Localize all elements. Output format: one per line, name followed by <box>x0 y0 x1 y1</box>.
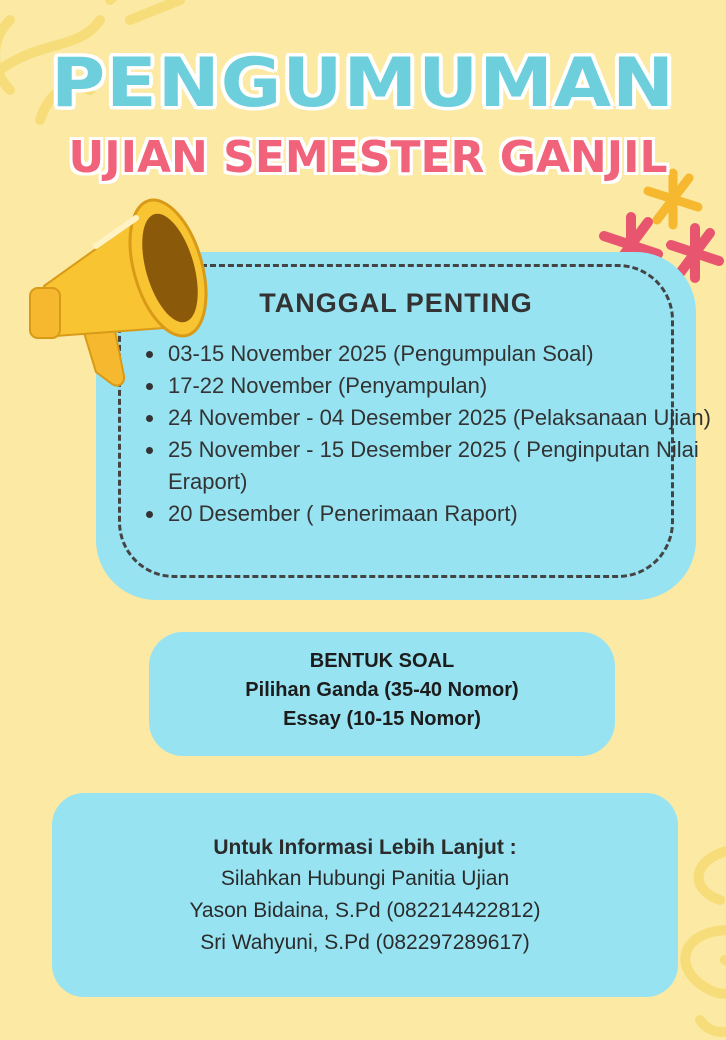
contact-card <box>52 793 678 997</box>
megaphone-icon <box>26 186 216 396</box>
important-dates-list <box>136 338 726 530</box>
title-announcement: PENGUMUMAN <box>50 43 676 123</box>
question-format-heading: BENTUK SOAL <box>309 650 455 672</box>
title-exam: UJIAN SEMESTER GANJIL <box>68 132 668 183</box>
contact-line: Yason Bidaina, S.Pd (082214422812) <box>189 899 541 922</box>
list-item: • 24 November - 04 Desember 2025 (Pelaksanaan Ujian) <box>166 402 726 434</box>
question-format-line: Pilihan Ganda (35-40 Nomor) <box>245 679 519 701</box>
contact-line: Sri Wahyuni, S.Pd (082297289617) <box>200 931 530 954</box>
list-item: • 03-15 November 2025 (Pengumpulan Soal) <box>166 338 726 370</box>
important-dates-heading: TANGGAL PENTING <box>259 288 533 318</box>
question-format-line: Essay (10-15 Nomor) <box>283 708 481 730</box>
question-format-card <box>149 632 615 756</box>
list-item: • 17-22 November (Penyampulan) <box>166 370 726 402</box>
list-item: • 20 Desember ( Penerimaan Raport) <box>166 498 726 530</box>
list-item: • 25 November - 15 Desember 2025 ( Penginputan Nilai Eraport) <box>166 434 726 498</box>
contact-line: Silahkan Hubungi Panitia Ujian <box>220 867 510 890</box>
contact-heading: Untuk Informasi Lebih Lanjut : <box>213 836 517 859</box>
